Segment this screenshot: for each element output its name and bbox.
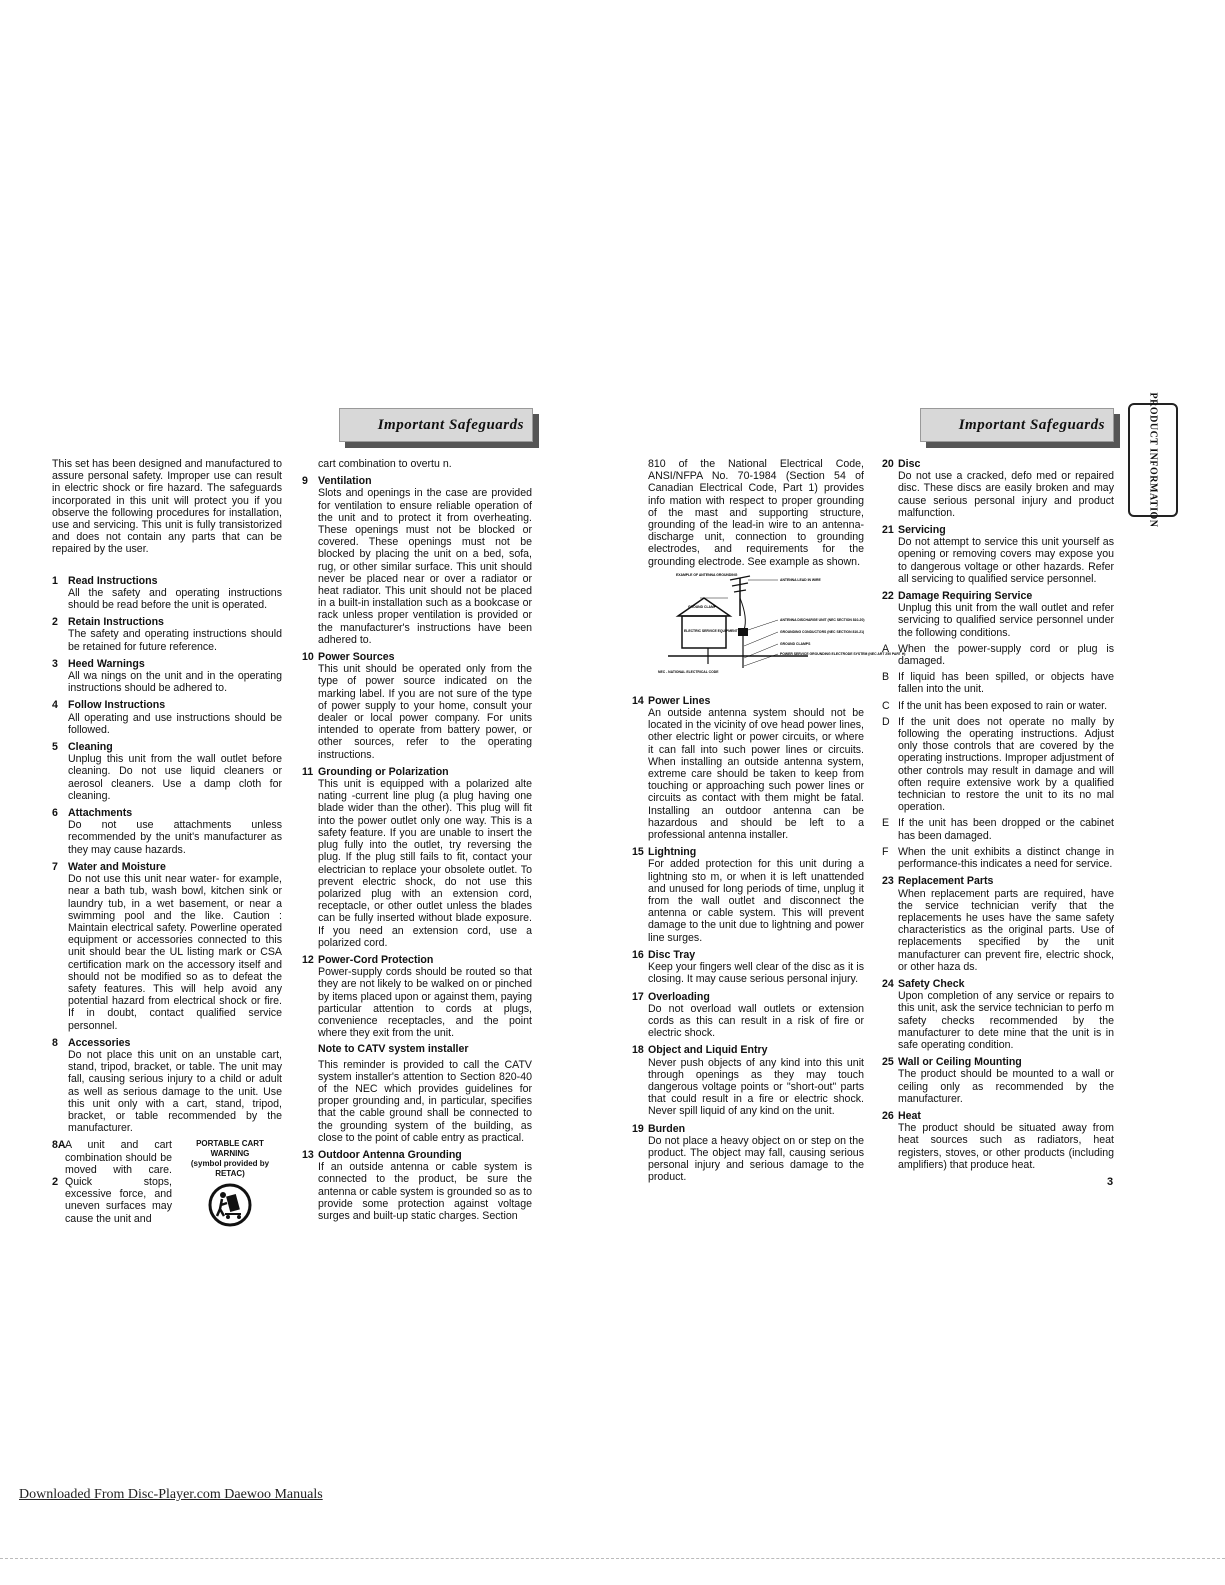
banner-title: Important Safeguards xyxy=(958,416,1105,433)
item-title: Ventilation xyxy=(318,475,372,488)
item-title: Object and Liquid Entry xyxy=(648,1044,768,1057)
item-title: Wall or Ceiling Mounting xyxy=(898,1056,1022,1069)
item-title: Read Instructions xyxy=(68,574,158,587)
safeguard-item: 23 Replacement Parts When replacement parts are required, have the service technician verify that the replacements he uses have the same safety characteristics as the original parts. Use of replacements specified by the unit manufacturer can prevent fire, electric shock, or other haza ds. xyxy=(882,875,1114,973)
item-title: Safety Check xyxy=(898,977,965,990)
safeguard-item: 2 Retain Instructions The safety and operating instructions should be retained for future reference. xyxy=(52,616,282,653)
item-body: Keep your fingers well clear of the disc as it is closing. It may cause serious personal injury. xyxy=(648,961,864,986)
diagram-label: GROUND CLAMP xyxy=(688,605,717,609)
item-title: Heed Warnings xyxy=(68,657,145,670)
item-body: Never push objects of any kind into this unit through openings as they may touch dangerous voltage points or "short-out" parts that could result in a fire or electric shock. Never spill liquid of any kind on the unit. xyxy=(648,1056,864,1118)
item-title: Disc Tray xyxy=(648,948,696,961)
column-2 xyxy=(302,458,532,1222)
safeguard-item: 9 Ventilation Slots and openings in the case are provided for ventilation to ensure reliable operation of the unit and to protect it from overheating. These openings must not be blocked or covered. These openings must not be blocked by placing the unit on a bed, sofa, rug, or other similar surface. This unit should never be placed near or over a radiator or heat radiator. This unit should not be placed in a built-in installation such as a bookcase or rack unless proper ventilation is provided or the manufacturer's instructions have been adhered to. xyxy=(302,475,532,646)
item-body: Unplug this unit from the wall outlet and refer servicing to qualified service personnel under the following conditions. xyxy=(898,602,1114,639)
safeguard-item: 5 Cleaning Unplug this unit from the wall outlet before cleaning. Do not use liquid cleaners or aerosol cleaners. Use a damp cloth for cleaning. xyxy=(52,741,282,802)
item-body: For added protection for this unit during a lightning sto m, or when it is left unattended and unused for long periods of time, unplug it from the wall outlet and disconnect the antenna or cable system. This will prevent damage to the unit due to lightning and power line surges. xyxy=(648,858,864,944)
side-tab xyxy=(1128,392,1178,528)
item-body: All the safety and operating instructions should be read before the unit is operated. xyxy=(68,586,282,612)
section-banner-right xyxy=(920,408,1114,442)
column-4 xyxy=(882,458,1114,1171)
item-body: Do not use a cracked, defo med or repaired disc. These discs are easily broken and may cause serious personal injury and product malfunction. xyxy=(898,470,1114,519)
condition-item: C If the unit has been exposed to rain or water. xyxy=(882,699,1108,712)
cart-warning-source: (symbol provided by RETAC) xyxy=(190,1159,270,1179)
safeguard-item: 10 Power Sources This unit should be operated only from the type of power source indicated on the marking label. If you are not sure of the type of power supply to your home, consult your dealer or local power company. For units intended to operate from battery power, or other sources, refer to the operating instructions. xyxy=(302,651,532,761)
section-banner-left xyxy=(339,408,533,442)
item-body: Do not use attachments unless recommended by the unit's manufacturer as they may cause hazards. xyxy=(68,819,282,856)
diagram-label: NEC - NATIONAL ELECTRICAL CODE xyxy=(658,670,719,674)
item-title: Retain Instructions xyxy=(68,616,164,629)
item-body: Do not use this unit near water- for example, near a bath tub, wash bowl, kitchen sink or laundry tub, in a wet basement, or near a swimming pool and the like. Caution : Maintain electrical safety. Powerline operated equipment or accessories connected to this unit should bear the UL listing mark or CSA certification mark on the accessory itself and should not be modified so as to defeat the safety features. This will help avoid any potential hazard from electrical shock or fire. If in doubt, contact qualified service personnel. xyxy=(68,873,282,1032)
diagram-label: ANTENNA DISCHARGE UNIT (NEC SECTION 810-20) xyxy=(780,618,865,622)
catv-note-title: Note to CATV system installer xyxy=(318,1043,469,1056)
item-body: This unit is equipped with a polarized alte nating -current line plug (a plug having one blade wider than the other). This plug will fit into the power outlet only one way. This is a safety feature. If you are unable to insert the plug fully into the outlet, try reversing the plug. If the plug still fails to fit, contact your electrician to replace your obsolete outlet. To prevent electric shock, do not use this polarized plug with an extension cord, receptacle, or other outlet unless the blades can be fully inserted without blade exposure. If you need an extension cord, use a polarized cord. xyxy=(318,778,532,949)
safeguard-item: 7 Water and Moisture Do not use this unit near water- for example, near a bath tub, wash bowl, kitchen sink or laundry tub, in a wet basement, or near a swimming pool and the like. Caution : Maintain electrical safety. Powerline operated equipment or accessories connected to this unit should bear the UL listing mark or CSA certification mark on the accessory itself and should not be modified so as to defeat the safety features. This will help avoid any potential hazard from electrical shock or fire. If in doubt, contact qualified service personnel. xyxy=(52,860,282,1032)
item-body: A unit and cart combination should be moved with care. Quick stops, excessive force, and uneven surfaces may cause the unit and xyxy=(65,1139,172,1225)
item-title: Water and Moisture xyxy=(68,860,166,873)
item-title: Replacement Parts xyxy=(898,875,994,888)
safeguard-item: 11 Grounding or Polarization This unit is equipped with a polarized alte nating -current line plug (a plug having one blade wider than the other). This plug will fit into the power outlet only one way. This is a safety feature. If you are unable to insert the plug fully into the outlet, try reversing the plug. If the plug still fails to fit, contact your electrician to replace your obsolete outlet. To prevent electric shock, do not use this polarized plug with an extension cord, receptacle, or other outlet unless the blades can be fully inserted without blade exposure. If you need an extension cord, use a polarized cord. xyxy=(302,765,532,949)
item-title: Power Lines xyxy=(648,694,711,707)
item-body: Unplug this unit from the wall outlet before cleaning. Do not use liquid cleaners or aerosol cleaners. Use a damp cloth for cleaning. xyxy=(68,753,282,802)
footer-download-link[interactable]: Downloaded From Disc-Player.com Daewoo Manuals xyxy=(19,1487,323,1502)
catv-note-body: This reminder is provided to call the CATV system installer's attention to Section 820-40 of the NEC which provides guidelines for proper grounding and, in particular, specifies that the cable ground shall be connected to the grounding system of the building, as close to the point of cable entry as practical. xyxy=(318,1058,532,1144)
safeguard-item: 3 Heed Warnings All wa nings on the unit and in the operating instructions should be adhered to. xyxy=(52,657,282,695)
item-title: Burden xyxy=(648,1122,686,1135)
item-body: Do not attempt to service this unit yourself as opening or removing covers may expose you to dangerous voltage or other hazards. Refer all servicing to qualified service personnel. xyxy=(898,536,1114,585)
item-body: All wa nings on the unit and in the operating instructions should be adhered to. xyxy=(68,670,282,695)
item-body: Upon completion of any service or repairs to this unit, ask the service technician to perfo m safety checks recommended by the manufacturer to dete mine that the unit is in safe operating condition. xyxy=(898,990,1114,1051)
page-number-right: 3 xyxy=(1107,1176,1114,1188)
item-title: Accessories xyxy=(68,1036,131,1049)
item-body: Do not place a heavy object on or step on the product. The object may fall, causing serious personal injury and serious damage to the product. xyxy=(648,1134,864,1184)
safeguard-item: 6 Attachments Do not use attachments unless recommended by the unit's manufacturer as they may cause hazards. xyxy=(52,807,282,856)
item-body: If an outside antenna or cable system is connected to the product, be sure the antenna or cable system is grounded so as to provide some protection against voltage surges and built-up static charges. Section xyxy=(318,1161,532,1222)
side-tab-label: PRODUCT INFORMATION xyxy=(1147,392,1159,528)
item-body: When replacement parts are required, have the service technician verify that the replacements he uses have the same safety characteristics as the original parts. Use of replacements specified by the unit manufacturer can prevent fire, electric shock, or other haza ds. xyxy=(898,887,1114,973)
safeguard-item: 17 Overloading Do not overload wall outlets or extension cords as this can result in a risk of fire or electric shock. xyxy=(632,990,864,1040)
item-title: Lightning xyxy=(648,846,697,859)
safeguard-item: 21 Servicing Do not attempt to service this unit yourself as opening or removing covers may expose you to dangerous voltage or other hazards. Refer all servicing to qualified service personnel. xyxy=(882,524,1114,585)
column-1 xyxy=(52,458,282,1227)
diagram-label: GROUNDING CONDUCTORS (NEC SECTION 810-21) xyxy=(780,630,865,634)
item-title: Cleaning xyxy=(68,741,113,754)
diagram-label: ANTENNA LEAD IN WIRE xyxy=(780,578,821,582)
item-body: Power-supply cords should be routed so that they are not likely to be walked on or pinched by items placed upon or against them, paying particular attention to cords at plugs, convenience receptacles, and the point where they exit from the unit. xyxy=(318,966,532,1040)
safeguard-item: 20 Disc Do not use a cracked, defo med or repaired disc. These discs are easily broken and may cause serious personal injury and product malfunction. xyxy=(882,458,1114,519)
item-body: The safety and operating instructions should be retained for future reference. xyxy=(68,628,282,653)
safeguard-item: 1 Read Instructions All the safety and operating instructions should be read before the unit is operated. xyxy=(52,574,282,612)
item-body: An outside antenna system should not be located in the vicinity of ove head power lines, other electric light or power circuits, or where it can fall into such power lines or circuits. When installing an outside antenna system, extreme care should be taken to keep from touching or approaching such power lines or circuits as contact with them might be fatal. Installing an outdoor antenna can be hazardous and should be left to a professional antenna installer. xyxy=(648,707,864,842)
diagram-label: POWER SERVICE GROUNDING ELECTRODE SYSTEM (NEC ART 250 PART H) xyxy=(780,652,906,656)
portable-cart-warning-icon xyxy=(208,1183,252,1227)
cart-warning-label: PORTABLE CART WARNING xyxy=(196,1139,264,1159)
antenna-grounding-diagram xyxy=(648,568,906,676)
item-title: Power Sources xyxy=(318,651,395,664)
safeguard-item: 14 Power Lines An outside antenna system should not be located in the vicinity of ove head power lines, other electric light or power circuits, or where it can fall into such power lines or circuits. When installing an outside antenna system, extreme care should be taken to keep from touching or approaching such power lines or circuits as contact with them might be fatal. Installing an outdoor antenna can be hazardous and should be left to a professional antenna installer. xyxy=(632,694,864,842)
item-title: Damage Requiring Service xyxy=(898,590,1033,603)
item-title: Outdoor Antenna Grounding xyxy=(318,1148,462,1161)
item-body: Do not overload wall outlets or extension cords as this can result in a risk of fire or electric shock. xyxy=(648,1002,864,1040)
item-title: Follow Instructions xyxy=(68,699,166,712)
safeguard-item: 8 Accessories Do not place this unit on an unstable cart, stand, tripod, bracket, or table. The unit may fall, causing serious injury to a child or adult as well as serious damage to the unit. Use this unit only with a cart, stand, tripod, bracket, or table recommended by the manufacturer. xyxy=(52,1036,282,1135)
safeguard-item: 25 Wall or Ceiling Mounting The product should be mounted to a wall or ceiling only as recommended by the manufacturer. xyxy=(882,1056,1114,1105)
safeguard-item: 26 Heat The product should be situated away from heat sources such as radiators, heat registers, stoves, or other products (including amplifiers) that produce heat. xyxy=(882,1109,1114,1171)
item-13-continuation: 810 of the National Electrical Code, ANSI/NFPA No. 70-1984 (Section 54 of Canadian Electrical Code, Part 1) provides info mation with respect to proper grounding of the mast and supporting structure, grounding of the lead-in wire to an antenna-discharge unit, connection to grounding electrodes, and requirements for the grounding electrode. See example as shown. xyxy=(648,458,864,568)
condition-item: E If the unit has been dropped or the cabinet has been damaged. xyxy=(882,817,1114,842)
item-body: The product should be situated away from heat sources such as radiators, heat registers, stoves, or other products (including amplifiers) that produce heat. xyxy=(898,1122,1114,1171)
page-bottom-divider xyxy=(0,1558,1225,1559)
condition-item: F When the unit exhibits a distinct change in performance-this indicates a need for service. xyxy=(882,845,1114,871)
item-title: Power-Cord Protection xyxy=(318,953,434,966)
safeguard-item: 13 Outdoor Antenna Grounding If an outside antenna or cable system is connected to the product, be sure the antenna or cable system is grounded so as to provide some protection against voltage surges and built-up static charges. Section xyxy=(302,1148,532,1222)
safeguard-item: 4 Follow Instructions All operating and use instructions should be followed. xyxy=(52,699,282,736)
item-8a-continuation: cart combination to overtu n. xyxy=(318,458,452,470)
condition-item: A When the power-supply cord or plug is damaged. xyxy=(882,642,1114,668)
item-body: This unit should be operated only from the type of power source indicated on the marking label. If you are not sure of the type of power supply to your home, consult your dealer or local power company. For units intended to operate from battery power, or other sources, refer to the operating instructions. xyxy=(318,663,532,761)
diagram-label: GROUND CLAMPS xyxy=(780,642,811,646)
item-title: Servicing xyxy=(898,524,946,537)
safeguard-item: 24 Safety Check Upon completion of any service or repairs to this unit, ask the service technician to perfo m safety checks recommended by the manufacturer to dete mine that the unit is in safe operating condition. xyxy=(882,977,1114,1051)
item-title: Disc xyxy=(898,458,921,470)
page-number-left: 2 xyxy=(52,1176,59,1188)
safeguard-item: 12 Power-Cord Protection Power-supply cords should be routed so that they are not likely to be walked on or pinched by items placed upon or against them, paying particular attention to cords at plugs, convenience receptacles, and the point where they exit from the unit. Note to CATV system installer This reminder is provided to call the CATV system installer's attention to Section 820-40 of the NEC which provides guidelines for proper grounding and, in particular, specifies that the cable ground shall be connected to the grounding system of the building, as close to the point of cable entry as practical. xyxy=(302,953,532,1144)
banner-title: Important Safeguards xyxy=(377,416,524,433)
safeguard-item: 19 Burden Do not place a heavy object on or step on the product. The object may fall, causing serious personal injury and serious damage to the product. xyxy=(632,1122,864,1184)
safeguard-item: 18 Object and Liquid Entry Never push objects of any kind into this unit through openings as they may touch dangerous voltage points or "short-out" parts that could result in a fire or electric shock. Never spill liquid of any kind on the unit. xyxy=(632,1044,864,1118)
item-body: All operating and use instructions should be followed. xyxy=(68,711,282,736)
condition-item: B If liquid has been spilled, or objects have fallen into the unit. xyxy=(882,671,1114,696)
diagram-label: EXAMPLE OF ANTENNA GROUNDING xyxy=(676,573,738,577)
safeguard-item: 15 Lightning For added protection for this unit during a lightning sto m, or when it is left unattended and unused for long periods of time, unplug it from the wall outlet and disconnect the antenna or cable system. This will prevent damage to the unit due to lightning and power line surges. xyxy=(632,846,864,944)
item-title: Attachments xyxy=(68,807,133,820)
safeguard-item: 22 Damage Requiring Service Unplug this unit from the wall outlet and refer servicing to qualified service personnel under the following conditions. A When the power-supply cord or plug is damaged. B If liquid has been spilled, or objects have fallen into the unit. C If the unit has been exposed to rain or water. D If the unit does not operate no mally by following the operating instructions. Adjust only those controls that are covered by the operating instructions. Improper adjustment of other controls may result in damage and will often require extensive work by a qualified technician to restore the unit to its no mal operation. E If the unit has been dropped or the cabinet has been damaged. F When the unit exhibits a distinct change in performance-this indicates a need for service. xyxy=(882,590,1114,871)
item-body: The product should be mounted to a wall or ceiling only as recommended by the manufacturer. xyxy=(898,1068,1114,1105)
item-body: Slots and openings in the case are provided for ventilation to ensure reliable operation of the unit and to protect it from overheating. These openings must not be blocked or covered. These openings must not be blocked by placing the unit on a bed, sofa, rug, or other similar surface. This unit should never be placed near or over a radiator or heat radiator. This unit should not be placed in a built-in installation such as a bookcase or rack unless proper ventilation is provided or the manufacturer's instructions have been adhered to. xyxy=(318,487,532,646)
intro-paragraph: This set has been designed and manufactured to assure personal safety. Improper use can result in electric shock or fire hazard. The safeguards incorporated in this unit will protect you if you observe the following procedures for installation, use and servicing. This unit is fully transistorized and does not contain any parts that can be repaired by the user. xyxy=(52,458,282,556)
column-3 xyxy=(632,458,864,1184)
condition-item: D If the unit does not operate no mally by following the operating instructions. Adjust only those controls that are covered by the operating instructions. Improper adjustment of other controls may result in damage and will often require extensive work by a qualified technician to restore the unit to its no mal operation. xyxy=(882,715,1114,814)
item-title: Grounding or Polarization xyxy=(318,765,449,778)
diagram-label: ELECTRIC SERVICE EQUIPMENT xyxy=(684,629,738,633)
item-title: Overloading xyxy=(648,990,710,1003)
safeguard-item: 16 Disc Tray Keep your fingers well clear of the disc as it is closing. It may cause serious personal injury. xyxy=(632,948,864,986)
item-body: Do not place this unit on an unstable cart, stand, tripod, bracket, or table. The unit may fall, causing serious injury to a child or adult as well as serious damage to the unit. Use this unit only with a cart, stand, tripod, bracket, or table recommended by the manufacturer. xyxy=(68,1048,282,1135)
item-title: Heat xyxy=(898,1109,921,1122)
safeguard-item-8a: 8A A unit and cart combination should be moved with care. Quick stops, excessive force, and uneven surfaces may cause the unit and PORTABLE CART WARNING (symbol provided by RETAC) xyxy=(52,1139,282,1227)
